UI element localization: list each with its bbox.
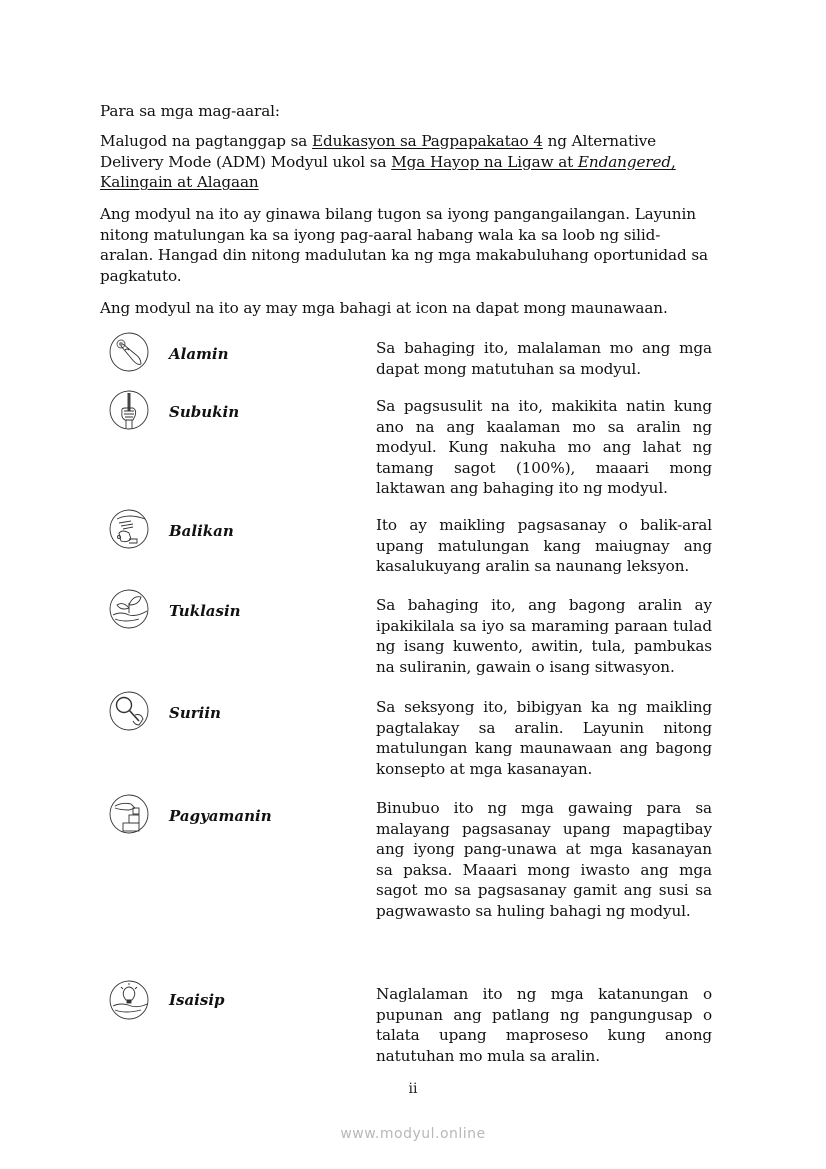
pointing-hand-icon xyxy=(109,332,149,372)
greeting: Para sa mga mag-aaral: xyxy=(100,102,280,120)
magnifying-glass-icon xyxy=(109,691,149,731)
subject-name: Edukasyon sa Pagpapakatao 4 xyxy=(312,132,543,150)
section-label: Pagyamanin xyxy=(169,807,272,825)
section-label: Subukin xyxy=(169,403,240,421)
hand-holding-sprout-icon xyxy=(109,589,149,629)
module-title-part2: , Kalingain at Alagaan xyxy=(100,152,676,192)
section-description: Sa bahaging ito, ang bagong aralin ay ipakikilala sa iyo sa maraming paraan tulad ng isang kuwento, awitin, tula, pambukas na suliranin, gawain o isang sitwasyon. xyxy=(376,596,712,676)
welcome-text-2: ng Alternative Delivery Mode (ADM) Modyul ukol sa xyxy=(100,132,657,171)
welcome-text: Malugod na pagtanggap sa xyxy=(100,132,312,150)
page-number: ii xyxy=(408,1081,418,1097)
parts-intro-paragraph: Ang modyul na ito ay may mga bahagi at icon na dapat mong maunawaan. xyxy=(100,299,668,317)
purpose-paragraph: Ang modyul na ito ay ginawa bilang tugon sa iyong pangangailangan. Layunin nitong matulungan ka sa iyong pag-aaral habang wala ka sa loob ng silid-aralan. Hangad din nitong madulutan ka ng mga makabuluhang oportunidad sa pagkatuto. xyxy=(100,205,709,285)
section-label: Balikan xyxy=(169,522,234,540)
section-description: Sa bahaging ito, malalaman mo ang mga dapat mong matutuhan sa modyul. xyxy=(376,339,712,378)
section-label: Isaisip xyxy=(169,991,225,1009)
hand-lightbulb-icon xyxy=(109,980,149,1020)
hand-holding-pencil-icon xyxy=(109,390,149,430)
section-description: Binubuo ito ng mga gawaing para sa malayang pagsasanay upang mapagtibay ang iyong pang-unawa at mga kasanayan sa paksa. Maaari mong iwasto ang mga sagot mo sa pagsasanay gamit ang susi sa pagwawasto sa huling bahagi ng modyul. xyxy=(376,799,712,920)
watermark: www.modyul.online xyxy=(340,1126,486,1142)
section-label: Tuklasin xyxy=(169,602,241,620)
section-description: Ito ay maikling pagsasanay o balik-aral upang matulungan kang maiugnay ang kasalukuyang aralin sa naunang leksyon. xyxy=(376,516,712,576)
section-label: Alamin xyxy=(169,345,229,363)
stacking-blocks-icon xyxy=(109,794,149,834)
section-label: Suriin xyxy=(169,704,221,722)
module-title-italic: Endangered xyxy=(577,152,672,171)
section-description: Sa pagsusulit na ito, makikita natin kung ano na ang kaalaman mo sa aralin ng modyul. Kung nakuha mo ang lahat ng tamang sagot (100%), maaari mong laktawan ang bahaging ito ng modyul. xyxy=(376,397,712,498)
module-title-part1: Mga Hayop na Ligaw at xyxy=(391,152,578,171)
hands-reaching-icon xyxy=(109,509,149,549)
section-description: Naglalaman ito ng mga katanungan o pupunan ang patlang ng pangungusap o talata upang maproseso kung anong natutuhan mo mula sa aralin. xyxy=(376,985,712,1065)
section-description: Sa seksyong ito, bibigyan ka ng maikling pagtalakay sa aralin. Layunin nitong matulungan kang maunawaan ang bagong konsepto at mga kasanayan. xyxy=(376,698,712,778)
welcome-paragraph xyxy=(100,131,712,193)
